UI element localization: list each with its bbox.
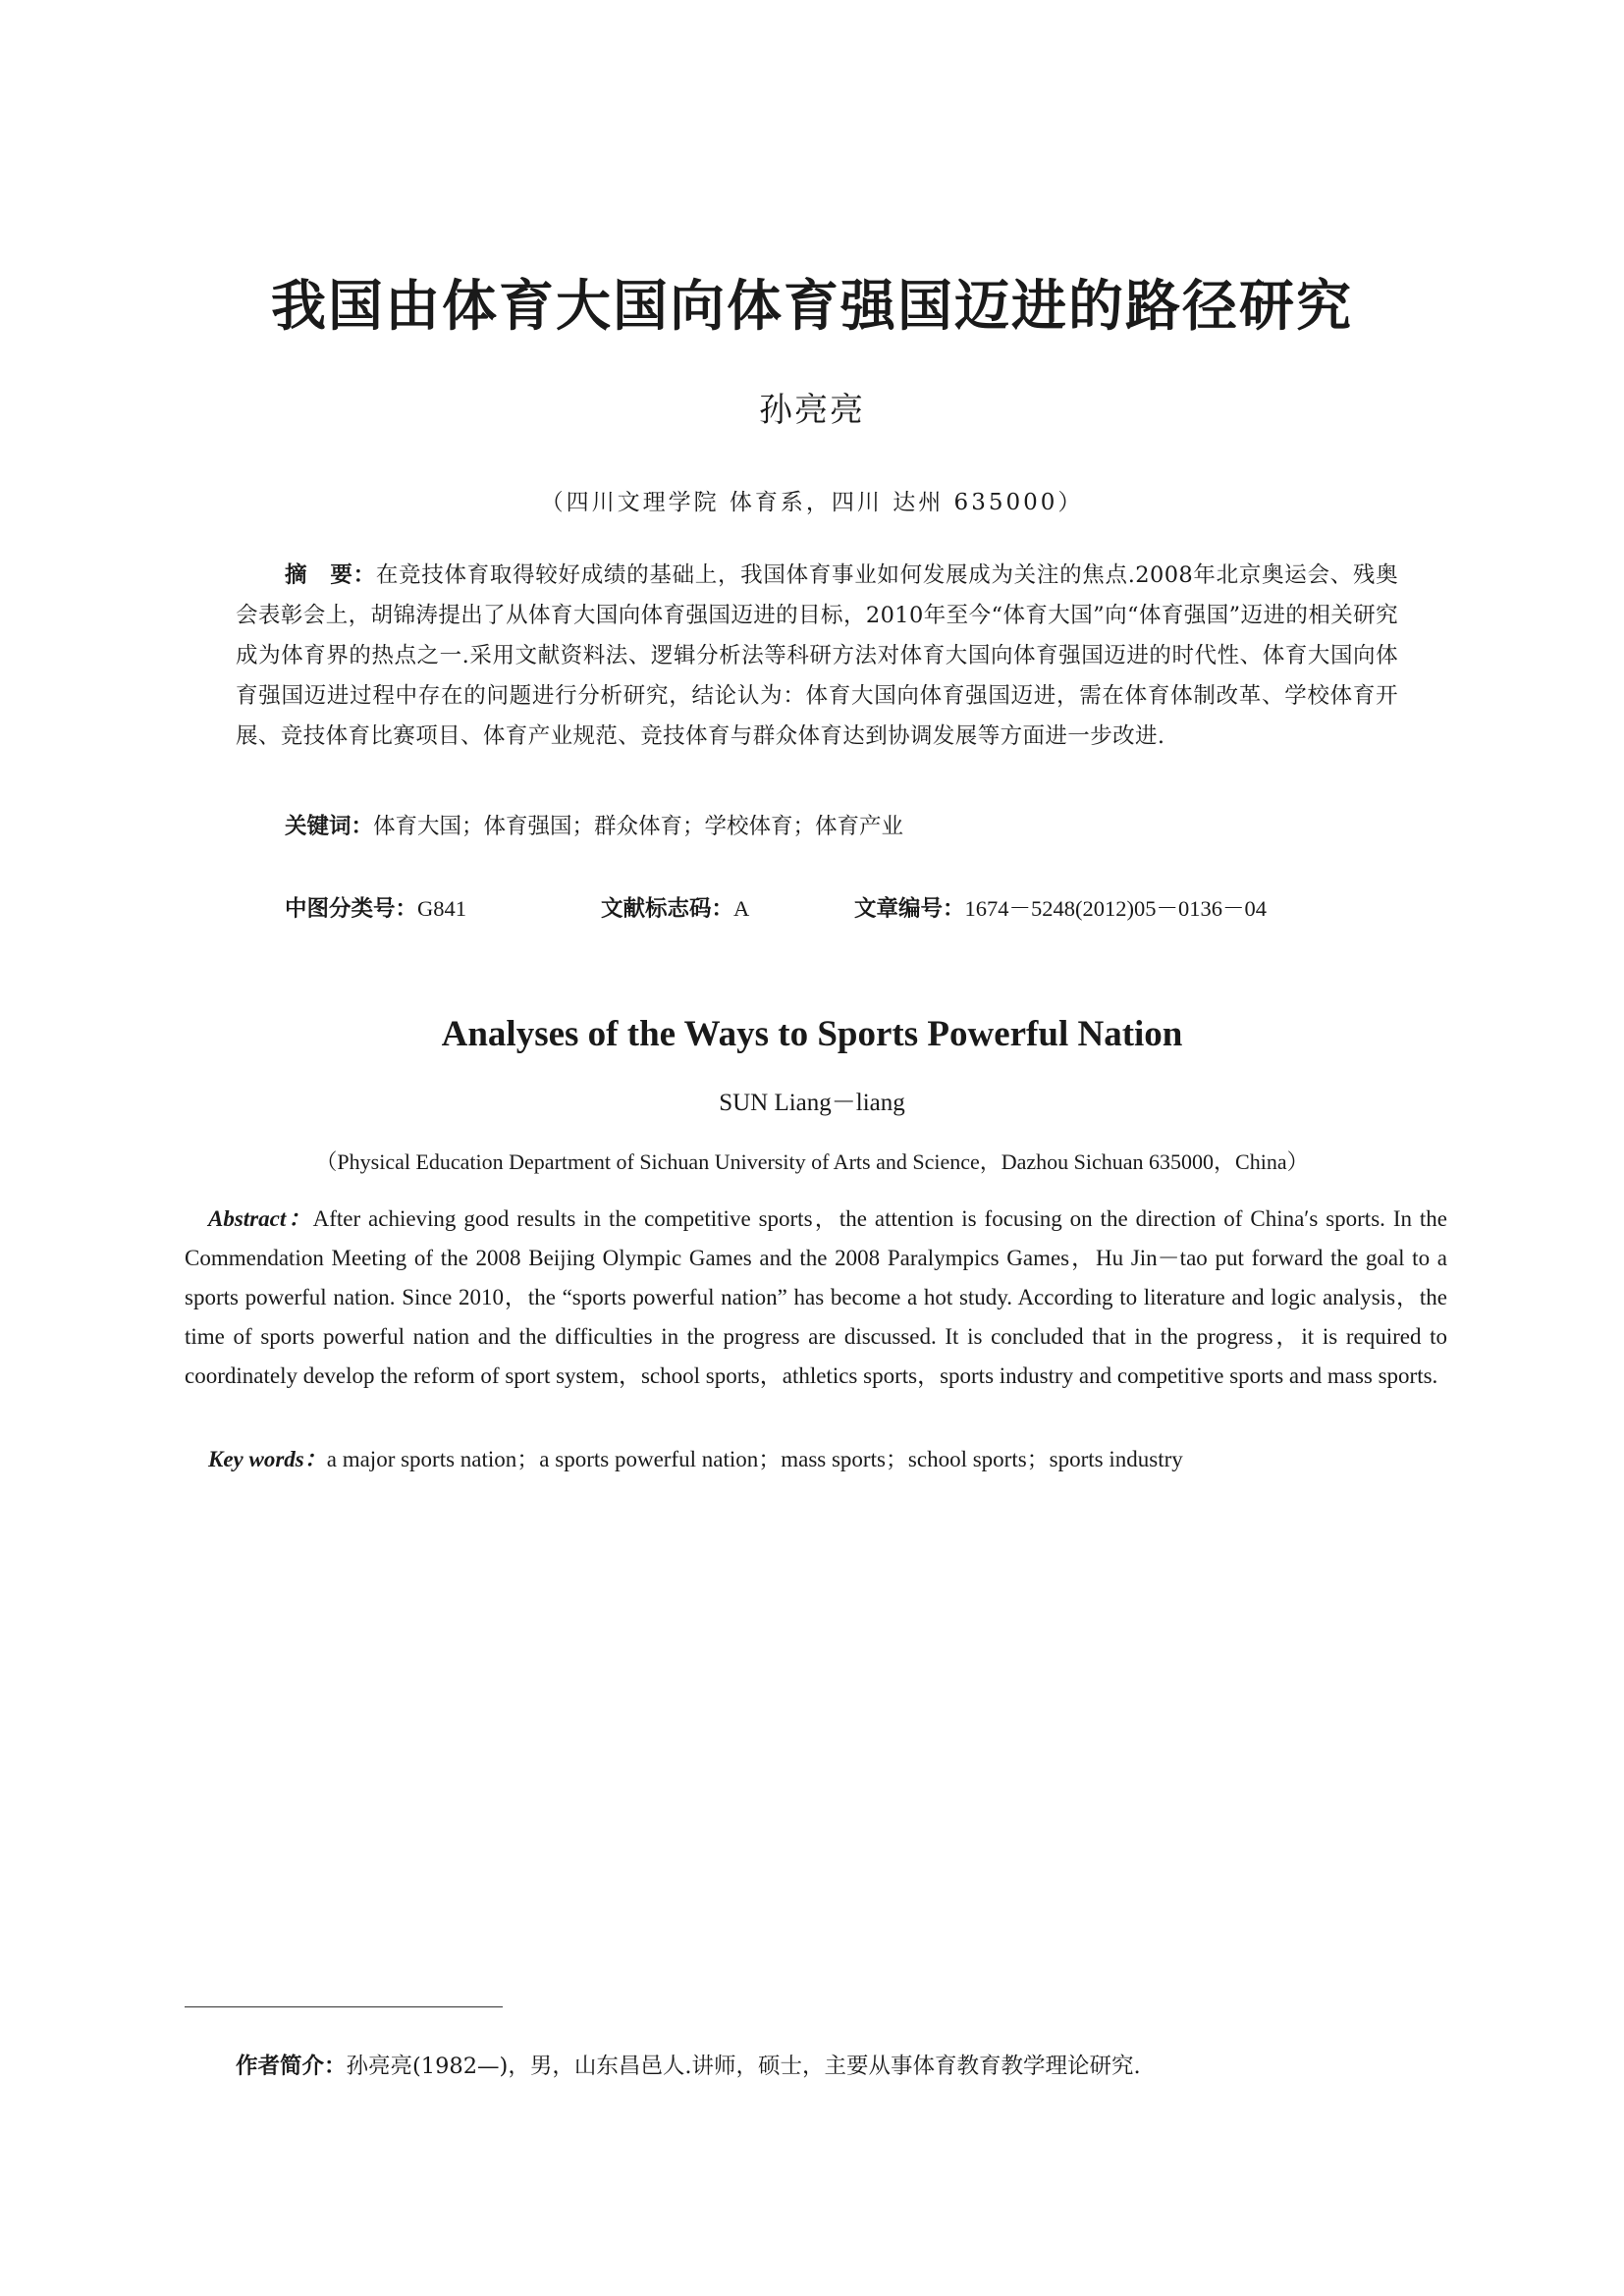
english-abstract-label: Abstract：: [208, 1206, 313, 1231]
english-abstract: [185, 1200, 1447, 1396]
english-abstract-text: After achieving good results in the competitive sports，the attention is focusing on the direction of China′s sports. In the Commendation Meeting of the 2008 Beijing Olympic Games and the 2008 Paralympics Games，Hu Jin－tao put forward the goal to a sports powerful nation. Since 2010，the “sports powerful nation” has become a hot study. According to literature and logic analysis，the time of sports powerful nation and the difficulties in the progress are discussed. It is concluded that in the progress，it is required to coordinately develop the reform of sport system，school sports，athletics sports，sports industry and competitive sports and mass sports.: [185, 1206, 1447, 1388]
chinese-author: 孙亮亮: [759, 391, 865, 430]
english-keywords-text: a major sports nation；a sports powerful nation；mass sports；school sports；sports industry: [326, 1447, 1183, 1471]
english-author: SUN Liang－liang: [719, 1090, 905, 1116]
article-number-value: 1674－5248(2012)05－0136－04: [964, 896, 1268, 921]
chinese-keywords-label: 关键词：: [285, 814, 374, 839]
chinese-abstract-label: 摘 要：: [285, 562, 376, 588]
english-keywords: [208, 1440, 1183, 1479]
clc-number: [285, 889, 466, 929]
clc-label: 中图分类号：: [285, 896, 418, 922]
footnote-divider: [185, 2006, 503, 2007]
chinese-title: 我国由体育大国向体育强国迈进的路径研究: [271, 274, 1353, 339]
article-number-label: 文章编号：: [854, 896, 965, 922]
chinese-abstract-text: 在竞技体育取得较好成绩的基础上，我国体育事业如何发展成为关注的焦点.2008年北京奥运会、残奥会表彰会上，胡锦涛提出了从体育大国向体育强国迈进的目标，2010年至今“体育大国”向“体育强国”迈进的相关研究成为体育界的热点之一.采用文献资料法、逻辑分析法等科研方法对体育大国向体育强国迈进的时代性、体育大国向体育强国迈进过程中存在的问题进行分析研究，结论认为：体育大国向体育强国迈进，需在体育体制改革、学校体育开展、竞技体育比赛项目、体育产业规范、竞技体育与群众体育达到协调发展等方面进一步改进.: [236, 562, 1398, 749]
english-title: Analyses of the Ways to Sports Powerful Nation: [441, 1014, 1183, 1054]
english-keywords-label: Key words：: [208, 1447, 327, 1471]
document-code: [601, 889, 749, 929]
english-affiliation: （Physical Education Department of Sichuan University of Arts and Science，Dazhou Sichuan 635000，China）: [315, 1149, 1309, 1174]
document-code-label: 文献标志码：: [601, 896, 734, 922]
author-footnote: [236, 2047, 1141, 2086]
clc-value: G841: [417, 896, 467, 921]
chinese-affiliation: （四川文理学院 体育系，四川 达州 635000）: [540, 490, 1084, 515]
article-number: [854, 889, 1267, 929]
footnote-text: 孙亮亮(1982—)，男，山东昌邑人.讲师，硕士，主要从事体育教育教学理论研究.: [346, 2054, 1141, 2079]
chinese-keywords-text: 体育大国；体育强国；群众体育；学校体育；体育产业: [373, 814, 904, 839]
chinese-keywords: [285, 807, 903, 846]
classification-row: [285, 889, 1463, 929]
footnote-label: 作者简介：: [236, 2054, 347, 2079]
document-code-value: A: [733, 896, 750, 921]
chinese-abstract: [236, 556, 1398, 757]
